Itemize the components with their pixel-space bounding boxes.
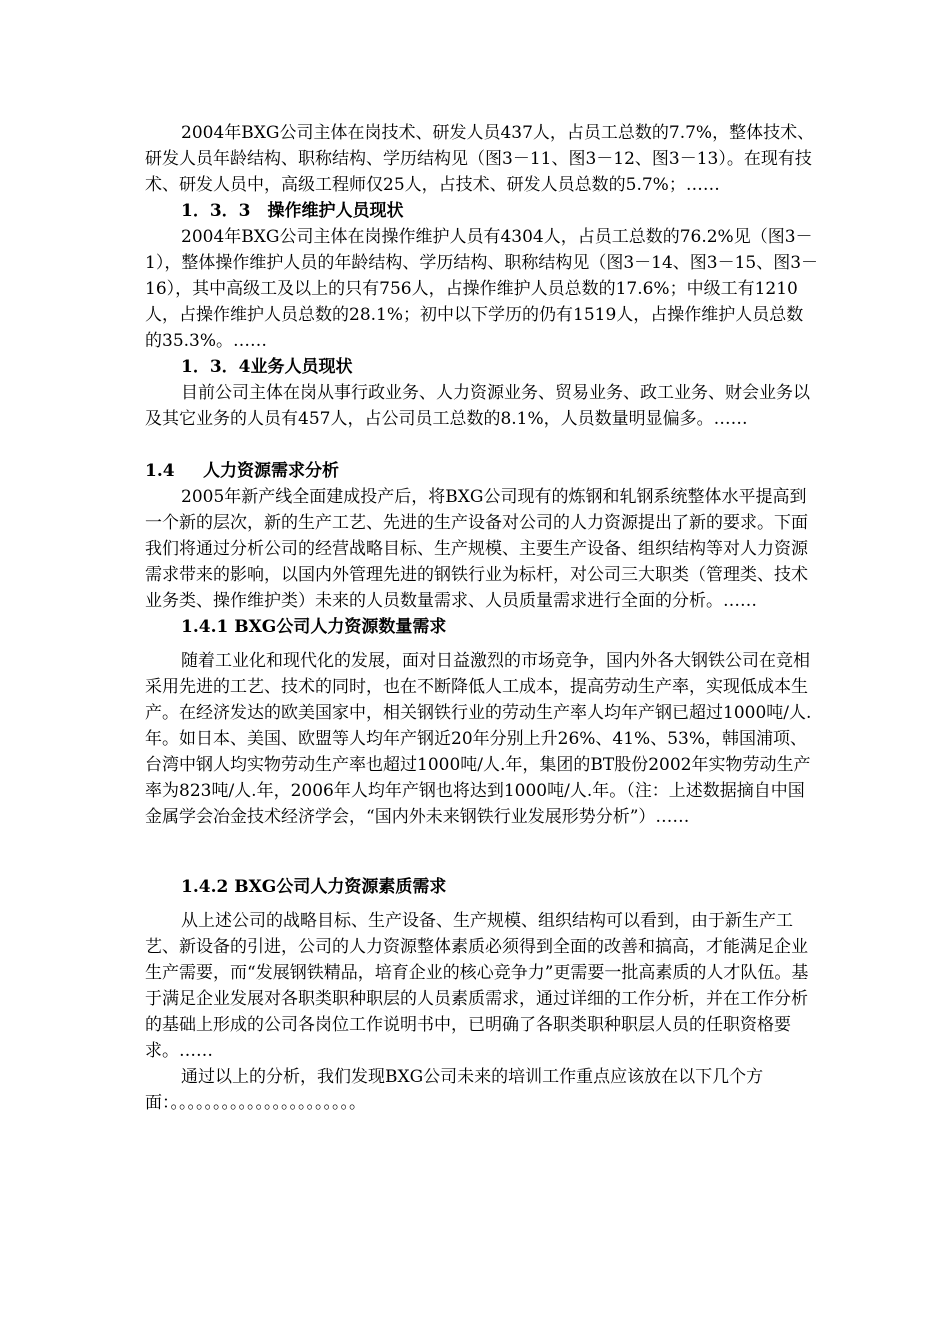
paragraph-tech-staff: 2004年BXG公司主体在岗技术、研发人员437人，占员工总数的7.7%，整体技术、研发人员年龄结构、职称结构、学历结构见（图3－11、图3－12、图3－13）。在现有技术、研发人员中，高级工程师仅25人，占技术、研发人员总数的5.7%；…… bbox=[145, 123, 815, 195]
heading-1-4-2: 1.4.2 BXG公司人力资源素质需求 bbox=[181, 877, 447, 897]
heading-1-3-4: 1．3．4业务人员现状 bbox=[181, 357, 353, 377]
paragraph-business-staff: 目前公司主体在岗从事行政业务、人力资源业务、贸易业务、政工业务、财会业务以及其它业务的人员有457人，占公司员工总数的8.1%，人员数量明显偏多。…… bbox=[145, 383, 810, 429]
paragraph-quality-demand: 从上述公司的战略目标、生产设备、生产规模、组织结构可以看到，由于新生产工艺、新设备的引进，公司的人力资源整体素质必须得到全面的改善和搞高，才能满足企业生产需要，而“发展钢铁精品，培育企业的核心竞争力”更需要一批高素质的人才队伍。基于满足企业发展对各职类职种职层的人员素质需求，通过详细的工作分析，并在工作分析的基础上形成的公司各岗位工作说明书中，已明确了各职类职种职层人员的任职资格要求。…… bbox=[145, 911, 809, 1061]
document-page bbox=[145, 120, 820, 1116]
paragraph-demand-intro: 2005年新产线全面建成投产后，将BXG公司现有的炼钢和轧钢系统整体水平提高到一个新的层次，新的生产工艺、先进的生产设备对公司的人力资源提出了新的要求。下面我们将通过分析公司的经营战略目标、生产规模、主要生产设备、组织结构等对人力资源需求带来的影响，以国内外管理先进的钢铁行业为标杆，对公司三大职类（管理类、技术业务类、操作维护类）未来的人员数量需求、人员质量需求进行全面的分析。…… bbox=[145, 487, 808, 611]
heading-1-4-title: 人力资源需求分析 bbox=[203, 461, 339, 481]
paragraph-quantity-demand: 随着工业化和现代化的发展，面对日益激烈的市场竞争，国内外各大钢铁公司在竞相采用先进的工艺、技术的同时，也在不断降低人工成本，提高劳动生产率，实现低成本生产。在经济发达的欧美国家中，相关钢铁行业的劳动生产率人均年产钢已超过1000吨/人.年。如日本、美国、欧盟等人均年产钢近20年分别上升26%、41%、53%，韩国浦项、台湾中钢人均实物劳动生产率也超过1000吨/人.年，集团的BT股份2002年实物劳动生产率为823吨/人.年，2006年人均年产钢也将达到1000吨/人.年。（注：上述数据摘自中国金属学会冶金技术经济学会，“国内外未来钢铁行业发展形势分析”）…… bbox=[145, 651, 812, 827]
paragraph-operation-staff: 2004年BXG公司主体在岗操作维护人员有4304人，占员工总数的76.2%见（图3－1），整体操作维护人员的年龄结构、学历结构、职称结构见（图3－14、图3－15、图3－16），其中高级工及以上的只有756人，占操作维护人员总数的17.6%；中级工有1210人，占操作维护人员总数的28.1%；初中以下学历的仍有1519人，占操作维护人员总数的35.3%。…… bbox=[145, 227, 819, 351]
spacer bbox=[145, 830, 820, 874]
heading-1-3-3: 1．3．3 操作维护人员现状 bbox=[181, 201, 404, 221]
heading-1-4 bbox=[145, 458, 820, 484]
paragraph-conclusion: 通过以上的分析，我们发现BXG公司未来的培训工作重点应该放在以下几个方面：。。。。。。。。。。。。。。。。。。。。。。 bbox=[145, 1067, 764, 1113]
heading-1-4-number: 1.4 bbox=[145, 461, 175, 481]
heading-1-4-1: 1.4.1 BXG公司人力资源数量需求 bbox=[181, 617, 447, 637]
